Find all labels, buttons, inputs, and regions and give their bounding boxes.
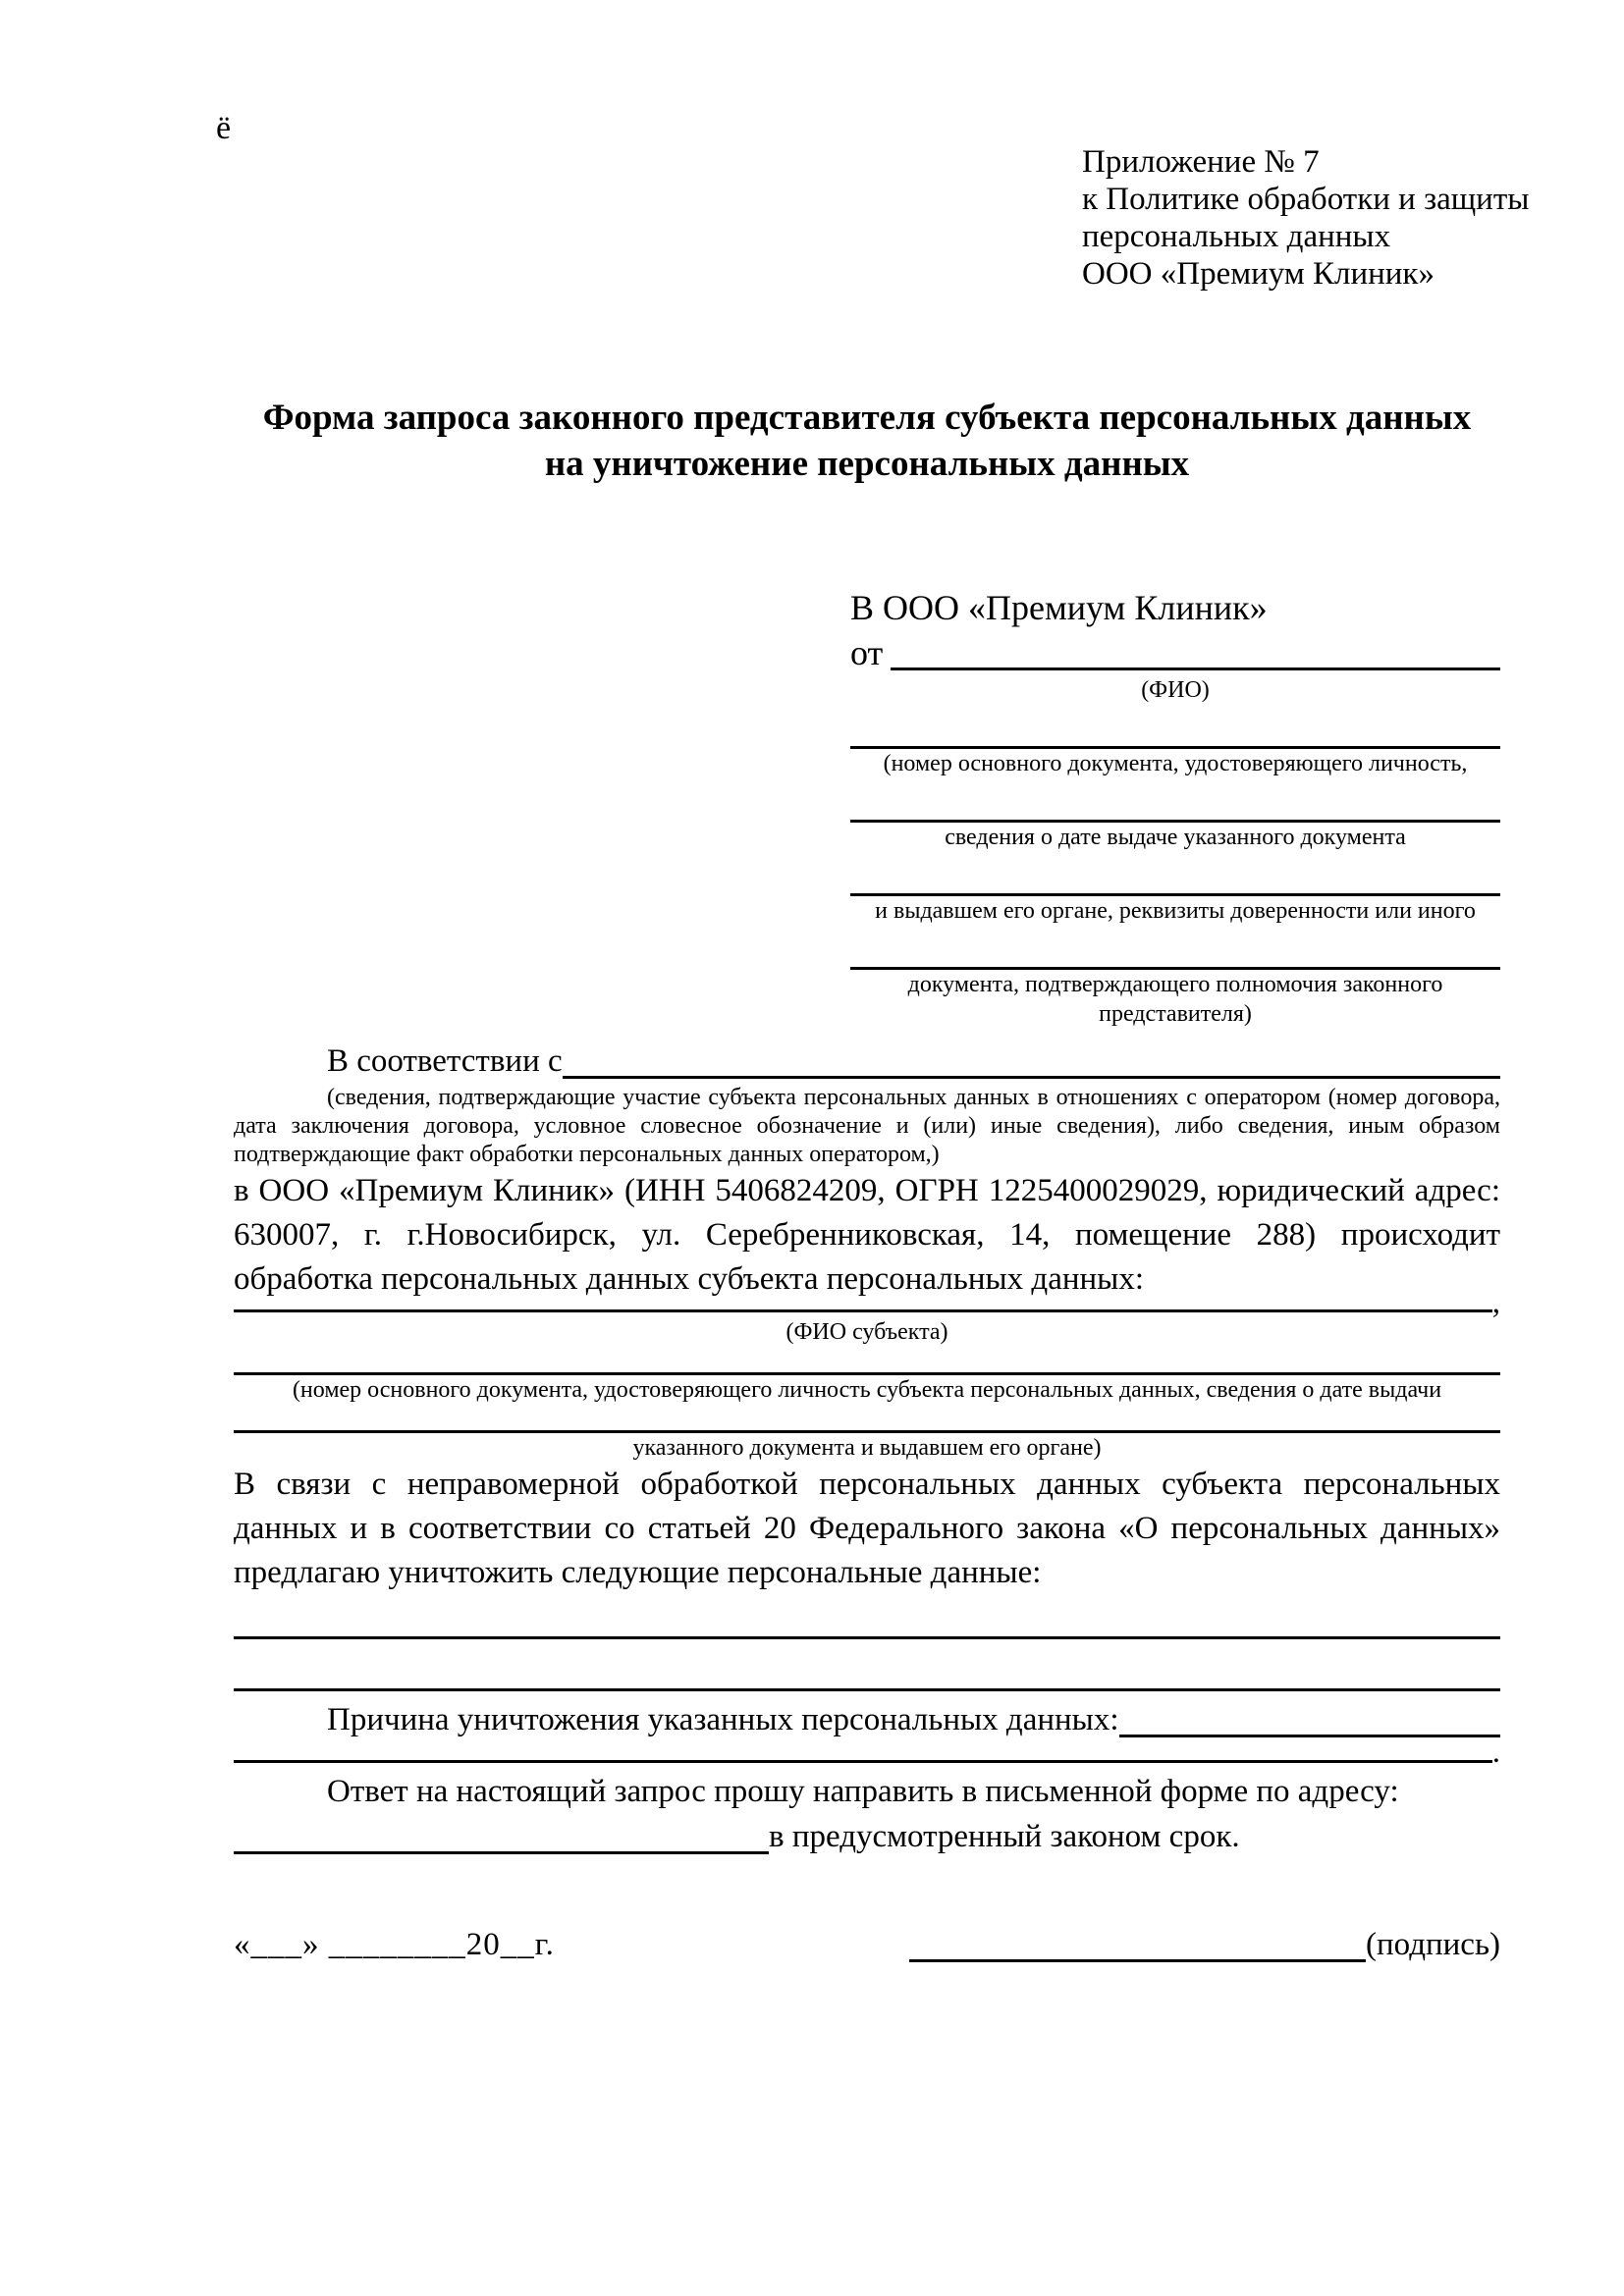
accordance-label: В соответствии с: [327, 1043, 563, 1079]
date-blank: «___» ________20__г.: [234, 1927, 555, 1962]
addressee-to: В ООО «Премиум Клиник»: [850, 588, 1268, 627]
authority-document-field-line: [850, 926, 1500, 970]
signature-spacer: [555, 1920, 909, 1967]
accordance-caption: (сведения, подтверждающие участие субъекта персональных данных в отношениях с оператором (номер договора, дата заключения договора, условное словесное обозначение и (или) иные сведения), либо сведения, иным образом подтверждающие факт обработки персональных данных оператором,): [234, 1085, 1500, 1167]
issue-date-field-line: [850, 778, 1500, 823]
authority-document-caption: документа, подтверждающего полномочия законного представителя): [907, 972, 1443, 1027]
subject-document-caption-2: указанного документа и выдавшем его органе): [632, 1435, 1102, 1461]
unlawful-processing-paragraph: В связи с неправомерной обработкой персональных данных субъекта персональных данных и в соответствии со статьей 20 Федерального закона «О персональных данных» предлагаю уничтожить следующие персональные данные:: [234, 1467, 1500, 1590]
from-label: от: [850, 633, 884, 672]
document-content: [234, 0, 1530, 1967]
data-to-destroy-field-line-1: [234, 1595, 1500, 1639]
response-paragraph: Ответ на настоящий запрос прошу направить в письменной форме по адресу:: [327, 1774, 1399, 1809]
fio-caption: (ФИО): [1141, 677, 1210, 703]
issuing-authority-caption: и выдавшем его органе, реквизиты доверенности или иного: [875, 898, 1476, 924]
data-to-destroy-field-line-2: [234, 1639, 1500, 1691]
reason-field-line-2: [234, 1760, 1492, 1763]
appendix-header-line: ООО «Премиум Клиник»: [1082, 256, 1435, 292]
issuing-authority-field-line: [850, 852, 1500, 896]
reason-field-line: [1119, 1697, 1500, 1737]
fio-field-line: [891, 630, 1500, 670]
subject-document-caption-1: (номер основного документа, удостоверяющего личность субъекта персональных данных, сведения о дате выдачи: [292, 1377, 1442, 1403]
response-address-field-line: [234, 1814, 769, 1854]
accordance-row: [234, 1039, 1500, 1084]
appendix-header: [1082, 0, 1530, 293]
reason-field-row-2: [234, 1735, 1500, 1770]
response-tail: в предусмотренный законом срок.: [769, 1819, 1240, 1854]
response-address-row: [234, 1814, 1500, 1859]
appendix-header-line: персональных данных: [1082, 219, 1391, 254]
subject-name-field-row: [234, 1285, 1500, 1320]
subject-name-caption: (ФИО субъекта): [785, 1319, 948, 1345]
trailing-period: .: [1491, 1735, 1500, 1770]
signature-row: [234, 1920, 1500, 1967]
data-to-destroy-fields: [234, 1595, 1500, 1691]
subject-name-field-line: [234, 1309, 1492, 1312]
trailing-comma: ,: [1491, 1285, 1500, 1320]
form-title-line1: Форма запроса законного представителя субъекта персональных данных: [262, 398, 1472, 438]
form-title: [234, 395, 1500, 487]
stray-char: ё: [216, 110, 232, 146]
document-number-field-line: [850, 705, 1500, 749]
form-title-line2: на уничтожение персональных данных: [544, 444, 1190, 484]
signature-field-line: [909, 1920, 1366, 1962]
reason-label: Причина уничтожения указанных персональных данных:: [327, 1702, 1119, 1737]
operator-paragraph: в ООО «Премиум Клиник» (ИНН 5406824209, ОГРН 1225400029029, юридический адрес: 630007, г. г.Новосибирск, ул. Серебренниковская, 14, помещение 288) происходит обработка персональных данных субъекта персональных данных:: [234, 1173, 1500, 1297]
document-body: [234, 1039, 1500, 1967]
from-row: [850, 630, 1500, 675]
addressee-block: [850, 585, 1500, 1029]
subject-document-field-line-2: [234, 1405, 1500, 1433]
subject-document-field-line: [234, 1347, 1500, 1375]
reason-row: [234, 1697, 1500, 1742]
document-number-caption: (номер основного документа, удостоверяющего личность,: [883, 751, 1468, 776]
signature-caption: (подпись): [1366, 1927, 1500, 1962]
issue-date-caption: сведения о дате выдаче указанного документа: [945, 825, 1406, 850]
appendix-header-line: Приложение № 7: [1082, 144, 1320, 180]
appendix-header-line: к Политике обработки и защиты: [1082, 182, 1530, 217]
accordance-field-line: [563, 1039, 1500, 1079]
